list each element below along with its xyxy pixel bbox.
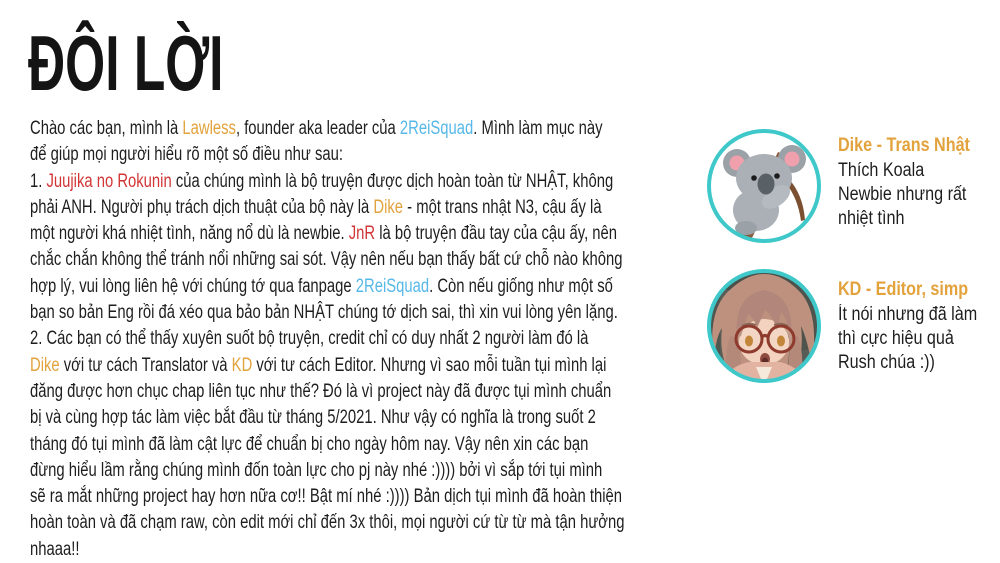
avatar-dike — [704, 126, 824, 246]
profile-name: Dike - Trans Nhật — [838, 135, 970, 156]
avatar-kd — [704, 266, 824, 386]
profile-desc-line: Ít nói nhưng đã làm — [838, 304, 978, 325]
body-line: phải ANH. Người phụ trách dịch thuật của bộ này là Dike - một trans nhật N3, cậu ấy là — [30, 196, 602, 218]
profile-desc-line: Newbie nhưng rất — [838, 184, 967, 205]
body-line: Chào các bạn, mình là Lawless, founder aka leader của 2ReiSquad. Mình làm mục này — [30, 118, 603, 139]
profile-desc-line: nhiệt tình — [838, 208, 905, 229]
body-line: nhaaa!! — [30, 538, 80, 560]
body-line: để giúp mọi người hiểu rõ một số điều như sau: — [30, 144, 343, 166]
body-line: bạn so bản Eng rồi đá xéo qua bảo bản NHẬT chúng tớ dịch sai, thì xin vui lòng yên lặng. — [30, 302, 618, 324]
body-line: đăng được hơn chục chap liên tục như thế? Đó là vì project này đã được tụi mình chuẩn — [30, 380, 612, 402]
body-line: đừng hiểu lầm rằng chúng mình đốn toàn lực cho pj này nhé :)))) bởi vì sắp tới tụi mình — [30, 459, 603, 481]
profile-desc — [838, 303, 1000, 375]
body-line: Dike với tư cách Translator và KD với tư cách Editor. Nhưng vì sao mỗi tuần tụi mình lại — [30, 354, 607, 376]
body-line: bị và cùng hợp tác làm việc bắt đầu từ tháng 5/2021. Như vậy có nghĩa là trong suốt 2 — [30, 407, 596, 429]
body-line: hợp lý, vui lòng liên hệ với chúng tớ qua fanpage 2ReiSquad. Còn nếu giống như một số — [30, 275, 613, 297]
profile-dike — [838, 134, 993, 231]
profile-desc-line: thì cực hiệu quả — [838, 328, 954, 349]
profile-name: KD - Editor, simp — [838, 279, 969, 300]
girl-avatar-icon — [704, 266, 824, 386]
profile-desc-line: Thích Koala — [838, 160, 925, 181]
body-line: 2. Các bạn có thể thấy xuyên suốt bộ truyện, credit chỉ có duy nhất 2 người làm đó là — [30, 328, 589, 350]
body-line: 1. Juujika no Rokunin của chúng mình là bộ truyện được dịch hoàn toàn từ NHẬT, không — [30, 170, 614, 192]
profile-kd — [838, 278, 1000, 375]
profile-desc-line: Rush chúa :)) — [838, 352, 935, 373]
body-line: sẽ ra mắt những project hay hơn nữa cơ!! Bật mí nhé :)))) Bản dịch tụi mình đã hoàn thiện — [30, 486, 623, 508]
page-title: ĐÔI LỜI — [28, 19, 224, 107]
koala-avatar-icon — [704, 126, 824, 246]
body-line: tháng đó tụi mình đã làm cật lực để chuẩn bị cho ngày hôm nay. Vậy nên xin các bạn — [30, 433, 589, 455]
body-line: hoàn toàn và đã chạm raw, còn edit mới chỉ đến 3x thôi, mọi người cứ từ từ mà tận hưởng — [30, 512, 625, 534]
body-line: chắc chắn không thể tránh nổi những sai sót. Vậy nên nếu bạn thấy bất cứ chỗ nào không — [30, 249, 623, 271]
body-text — [30, 116, 792, 563]
body-line: một người khá nhiệt tình, năng nổ dù là newbie. JnR là bộ truyện đầu tay của cậu ấy, nên — [30, 223, 618, 245]
profile-desc — [838, 159, 993, 231]
